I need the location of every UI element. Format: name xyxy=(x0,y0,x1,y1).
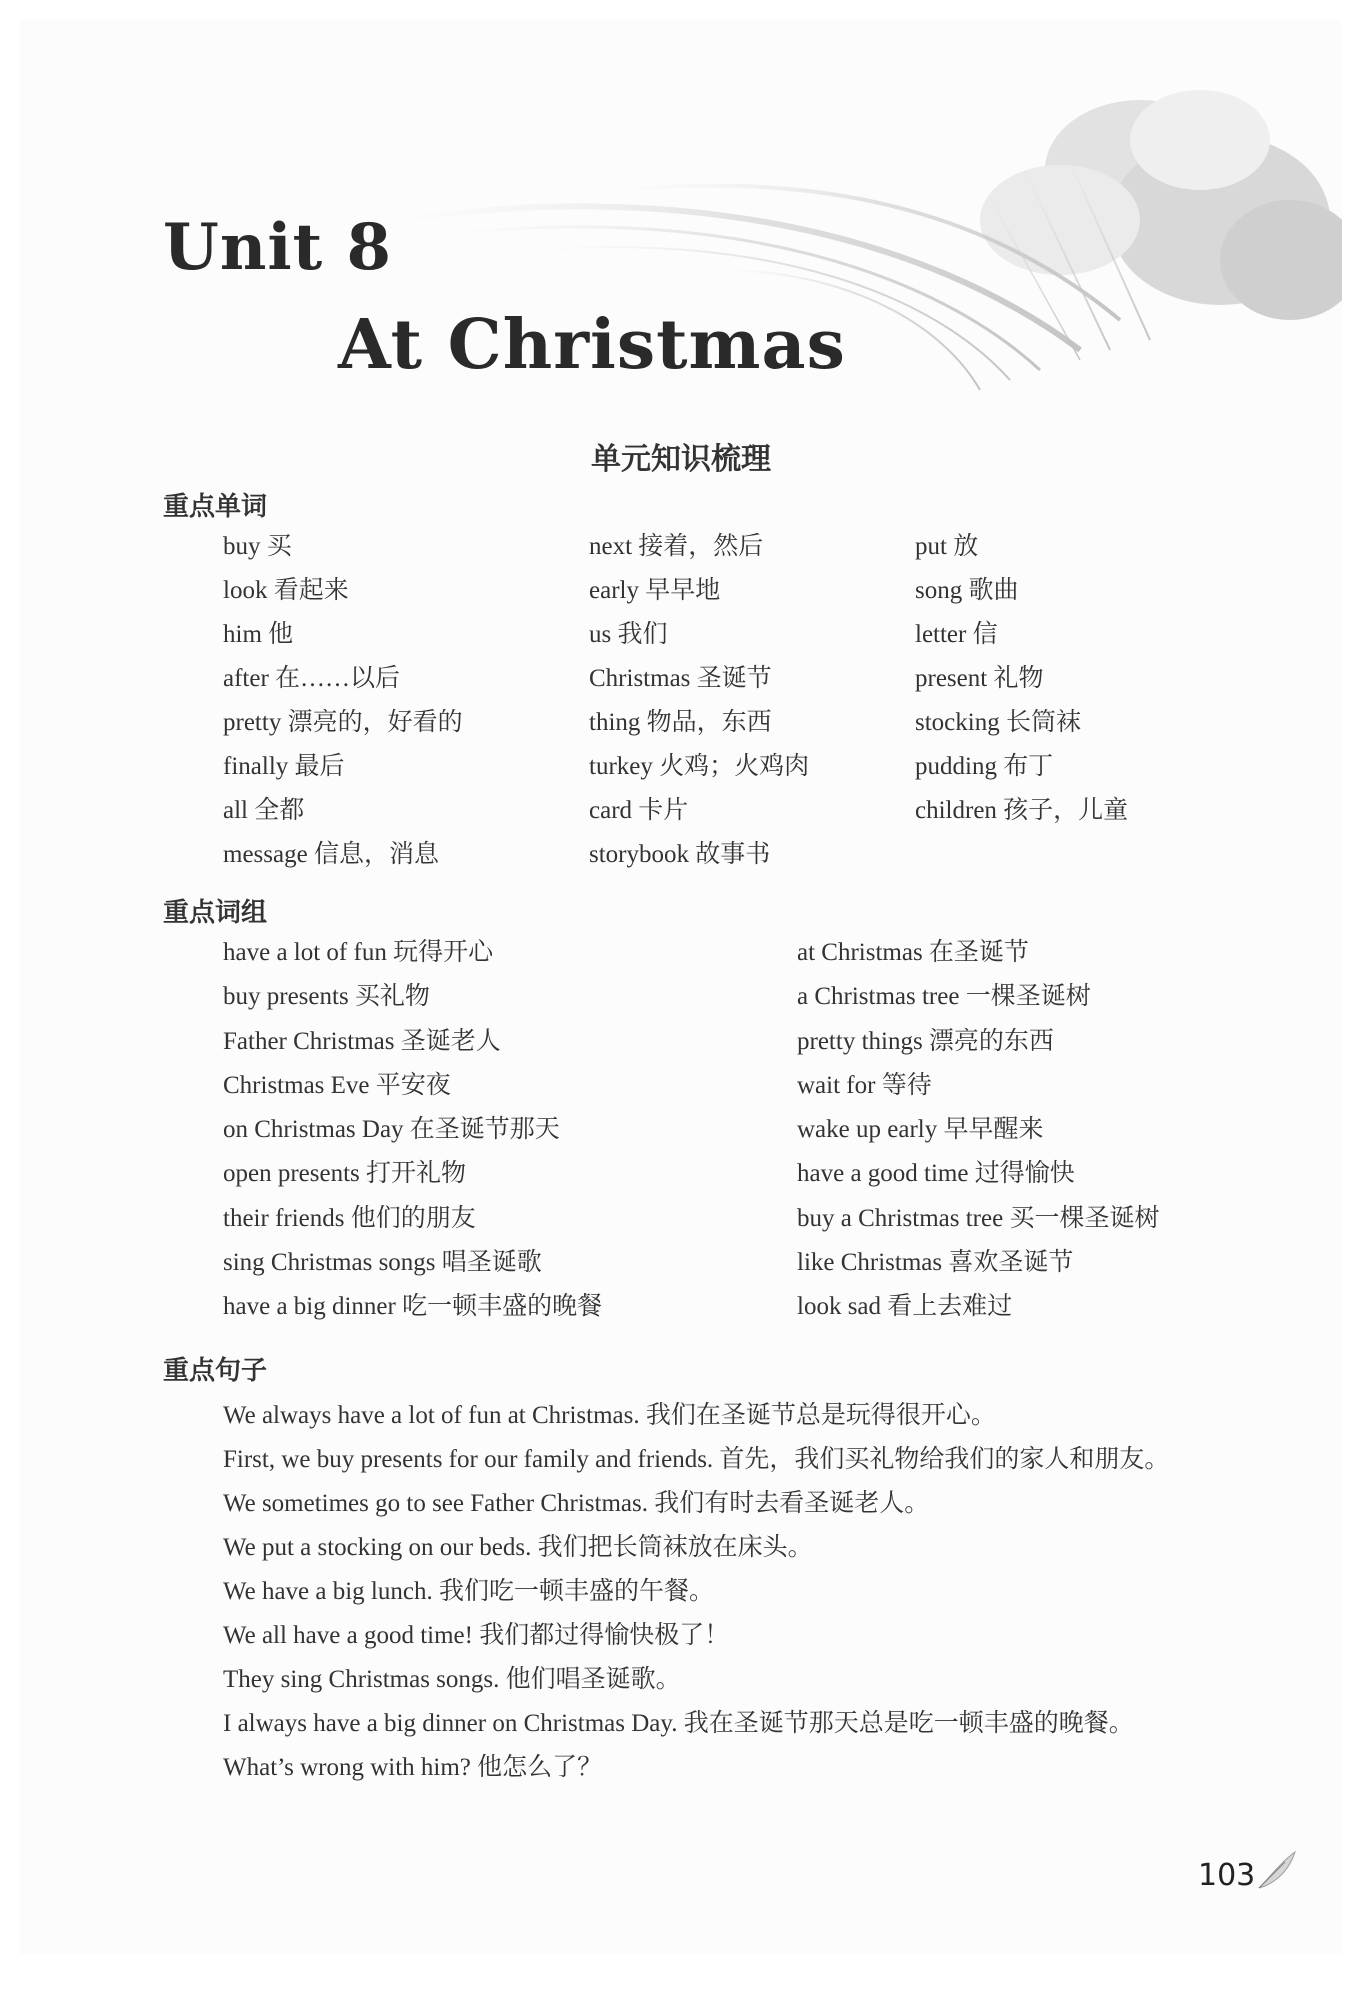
phrase-item: like Christmas 喜欢圣诞节 xyxy=(797,1249,1074,1277)
phrase-item: look sad 看上去难过 xyxy=(797,1293,1013,1321)
section-title: 单元知识梳理 xyxy=(591,442,771,477)
sentence-item: We sometimes go to see Father Christmas. 我们有时去看圣诞老人。 xyxy=(223,1490,930,1517)
phrase-item: have a lot of fun 玩得开心 xyxy=(223,939,494,966)
phrase-item: Christmas Eve 平安夜 xyxy=(223,1071,451,1099)
cloud-shapes xyxy=(980,90,1342,320)
page xyxy=(20,20,1342,1954)
phrase-item: wait for 等待 xyxy=(797,1071,932,1099)
word-item: all 全都 xyxy=(223,797,305,824)
phrase-item: on Christmas Day 在圣诞节那天 xyxy=(223,1116,560,1144)
phrase-item: at Christmas 在圣诞节 xyxy=(797,939,1029,966)
sentence-item: We always have a lot of fun at Christmas. 我们在圣诞节总是玩得很开心。 xyxy=(223,1402,996,1429)
sentence-item: They sing Christmas songs. 他们唱圣诞歌。 xyxy=(223,1666,681,1693)
word-item: him 他 xyxy=(223,621,294,648)
sentence-item: I always have a big dinner on Christmas Day. 我在圣诞节那天总是吃一顿丰盛的晚餐。 xyxy=(223,1710,1134,1737)
key-sentences-list xyxy=(223,1394,1243,1790)
phrase-item: open presents 打开礼物 xyxy=(223,1160,467,1188)
unit-subtitle: At Christmas xyxy=(338,305,846,385)
sentence-item: What’s wrong with him? 他怎么了？ xyxy=(223,1754,603,1781)
word-item: thing 物品，东西 xyxy=(589,709,772,736)
word-item: pudding 布丁 xyxy=(915,753,1054,780)
word-item: early 早早地 xyxy=(589,577,721,604)
phrase-item: pretty things 漂亮的东西 xyxy=(797,1027,1054,1055)
word-item: after 在……以后 xyxy=(223,665,401,692)
key-sentences-heading: 重点句子 xyxy=(163,1356,268,1386)
phrase-item: Father Christmas 圣诞老人 xyxy=(223,1027,501,1055)
word-item: put 放 xyxy=(915,533,979,560)
feather-icon xyxy=(1255,1848,1299,1892)
word-item: look 看起来 xyxy=(223,577,349,604)
sentence-item: We put a stocking on our beds. 我们把长筒袜放在床头。 xyxy=(223,1534,813,1561)
word-item: turkey 火鸡；火鸡肉 xyxy=(589,753,810,780)
page-number: 103 xyxy=(1198,1858,1256,1893)
phrase-item: buy presents 买礼物 xyxy=(223,983,430,1011)
key-words-heading: 重点单词 xyxy=(163,492,268,522)
key-phrases-grid xyxy=(223,936,1237,1335)
word-item: stocking 长筒袜 xyxy=(915,709,1081,736)
word-item: storybook 故事书 xyxy=(589,841,771,868)
word-item: next 接着，然后 xyxy=(589,533,764,560)
word-item: song 歌曲 xyxy=(915,577,1019,604)
sentence-item: First, we buy presents for our family and friends. 首先，我们买礼物给我们的家人和朋友。 xyxy=(223,1446,1170,1473)
sentence-item: We all have a good time! 我们都过得愉快极了！ xyxy=(223,1622,730,1649)
phrase-item: have a good time 过得愉快 xyxy=(797,1160,1075,1188)
word-item: present 礼物 xyxy=(915,665,1044,692)
phrase-item: have a big dinner 吃一顿丰盛的晚餐 xyxy=(223,1293,603,1321)
phrase-item: their friends 他们的朋友 xyxy=(223,1204,476,1232)
key-words-grid xyxy=(223,530,1215,882)
sentence-item: We have a big lunch. 我们吃一顿丰盛的午餐。 xyxy=(223,1578,714,1605)
word-item: letter 信 xyxy=(915,621,998,648)
word-item: us 我们 xyxy=(589,621,668,648)
phrase-item: sing Christmas songs 唱圣诞歌 xyxy=(223,1249,542,1277)
word-item: finally 最后 xyxy=(223,753,345,780)
phrase-item: buy a Christmas tree 买一棵圣诞树 xyxy=(797,1204,1160,1232)
word-item: children 孩子，儿童 xyxy=(915,797,1129,824)
word-item: card 卡片 xyxy=(589,797,689,824)
word-item: Christmas 圣诞节 xyxy=(589,665,772,692)
phrase-item: a Christmas tree 一棵圣诞树 xyxy=(797,983,1091,1011)
unit-title: Unit 8 xyxy=(163,210,393,285)
phrase-item: wake up early 早早醒来 xyxy=(797,1116,1044,1144)
word-item: buy 买 xyxy=(223,533,292,560)
word-item: pretty 漂亮的，好看的 xyxy=(223,709,463,736)
key-phrases-heading: 重点词组 xyxy=(163,898,268,928)
word-item: message 信息，消息 xyxy=(223,841,439,868)
